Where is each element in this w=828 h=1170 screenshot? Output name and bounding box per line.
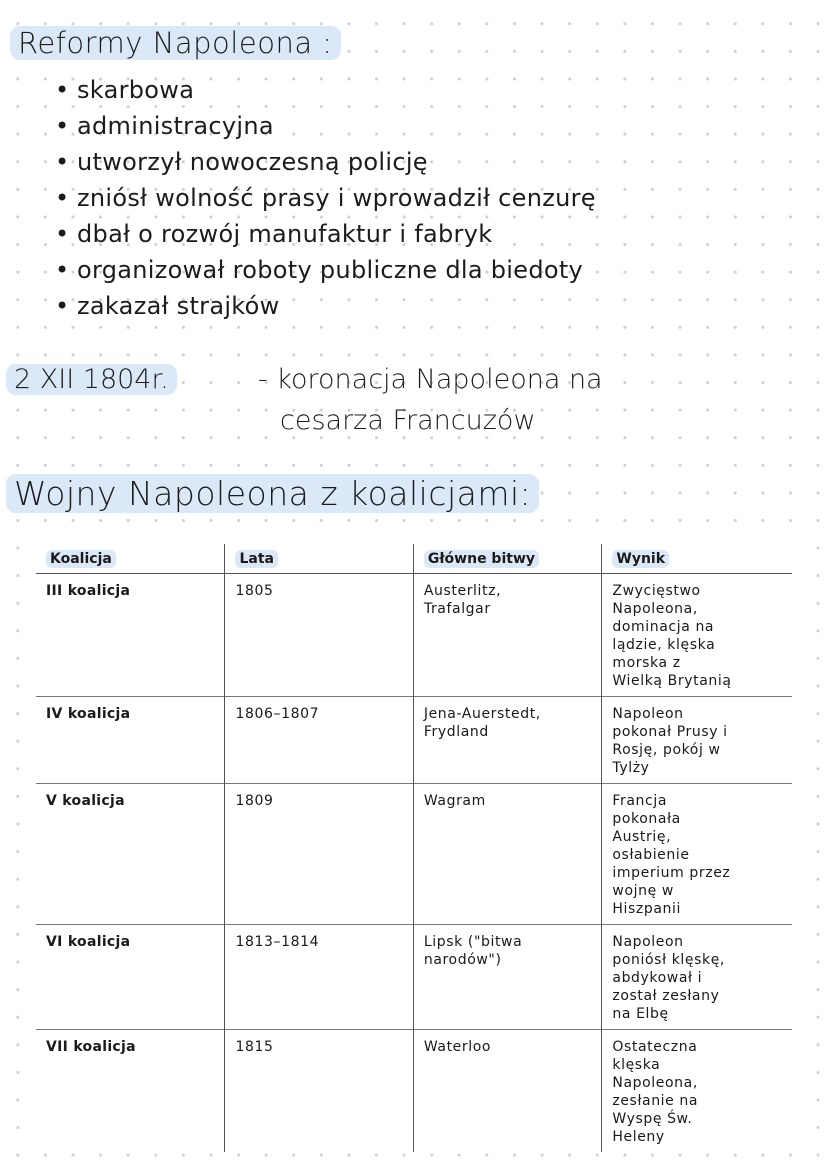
table-row [36,1030,792,1153]
bullet-icon: • [55,256,70,284]
cell-result: Napoleon poniósł klęskę, abdykował i został zesłany na Elbę [602,925,792,1030]
bullet-icon: • [55,220,70,248]
cell-battles: Lipsk ("bitwa narodów") [413,925,602,1030]
table-header-row [36,544,792,574]
cell-years: 1813–1814 [225,925,413,1030]
wars-title [6,474,539,513]
bullet-icon: • [55,76,70,104]
list-item: • skarbowa [55,72,596,108]
cell-years: 1806–1807 [225,697,413,784]
list-item: • zniósł wolność prasy i wprowadził cenzurę [55,180,596,216]
reforms-list [55,72,596,324]
coalitions-table [36,544,792,1152]
cell-coalition: VII koalicja [36,1030,225,1153]
list-item: • zakazał strajków [55,288,596,324]
reforms-title-text: Reformy Napoleona : [10,26,341,60]
column-header-years: Lata [225,544,413,574]
cell-result: Ostateczna klęska Napoleona, zesłanie na Wyspę Św. Heleny [602,1030,792,1153]
column-header-battles: Główne bitwy [413,544,602,574]
list-item: • utworzył nowoczesną policję [55,144,596,180]
table-row [36,784,792,925]
coronation-date: 2 XII 1804r. [6,364,177,395]
coronation-description: - koronacja Napoleona na [258,364,603,395]
bullet-icon: • [55,148,70,176]
list-item: • dbał o rozwój manufaktur i fabryk [55,216,596,252]
column-header-result: Wynik [602,544,792,574]
cell-years: 1805 [225,574,413,697]
table-row [36,574,792,697]
reforms-title [10,26,341,60]
cell-battles: Waterloo [413,1030,602,1153]
cell-coalition: VI koalicja [36,925,225,1030]
table-row [36,925,792,1030]
cell-result: Zwycięstwo Napoleona, dominacja na lądzie, klęska morska z Wielką Brytanią [602,574,792,697]
cell-coalition: III koalicja [36,574,225,697]
cell-result: Francja pokonała Austrię, osłabienie imperium przez wojnę w Hiszpanii [602,784,792,925]
wars-title-text: Wojny Napoleona z koalicjami: [6,474,539,513]
list-item: • organizował roboty publiczne dla biedoty [55,252,596,288]
coronation-description-cont: cesarza Francuzów [280,405,536,436]
cell-result: Napoleon pokonał Prusy i Rosję, pokój w Tylży [602,697,792,784]
bullet-icon: • [55,292,70,320]
bullet-icon: • [55,184,70,212]
table-row [36,697,792,784]
cell-coalition: V koalicja [36,784,225,925]
cell-battles: Wagram [413,784,602,925]
list-item: • administracyjna [55,108,596,144]
cell-battles: Austerlitz, Trafalgar [413,574,602,697]
cell-years: 1809 [225,784,413,925]
cell-years: 1815 [225,1030,413,1153]
bullet-icon: • [55,112,70,140]
cell-battles: Jena-Auerstedt, Frydland [413,697,602,784]
cell-coalition: IV koalicja [36,697,225,784]
column-header-coalition: Koalicja [36,544,225,574]
